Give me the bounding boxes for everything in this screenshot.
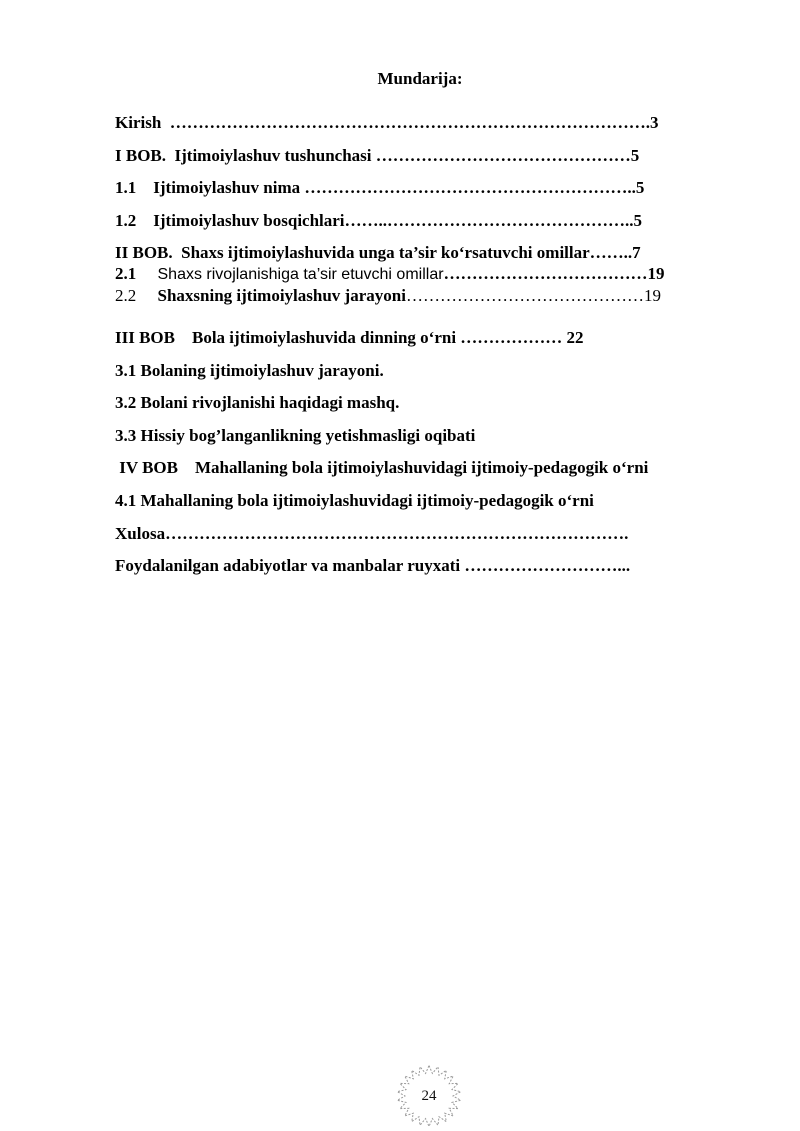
toc-title: Mundarija: — [377, 69, 463, 88]
toc-entry-xulosa: Xulosa………………………………………………………………………. — [115, 524, 629, 543]
toc-entry-1-1: 1.1 Ijtimoiylashuv nima …………………………………………………..5 — [115, 178, 645, 197]
toc-entry-3-3: 3.3 Hissiy bog’langanlikning yetishmasligi oqibati — [115, 426, 476, 445]
toc-entry-chapter-3: III BOB Bola ijtimoiylashuvida dinning o‘rni ……………… 22 — [115, 328, 584, 347]
toc-entry-3-2: 3.2 Bolani rivojlanishi haqidagi mashq. — [115, 393, 400, 412]
toc-entry-dots: ……………………………………19 — [405, 286, 661, 305]
toc-entry-adabiyotlar: Foydalanilgan adabiyotlar va manbalar ruyxati ………………………... — [115, 556, 631, 575]
toc-entry-4-1: 4.1 Mahallaning bola ijtimoiylashuvidagi ijtimoiy-pedagogik o‘rni — [115, 491, 594, 510]
toc-entry-chapter-4: IV BOB Mahallaning bola ijtimoiylashuvidagi ijtimoiy-pedagogik o‘rni — [115, 458, 649, 477]
toc-entry-2-1 — [115, 263, 665, 286]
toc-entry-1-2: 1.2 Ijtimoiylashuv bosqichlari……..……………………………………..5 — [115, 211, 643, 230]
toc-entry-2-2 — [115, 285, 661, 307]
toc-entry-kirish: Kirish ………………………………………………………………………….3 — [115, 113, 659, 132]
toc-entry-number: 2.2 — [115, 286, 137, 305]
toc-entry-chapter-1: I BOB. Ijtimoiylashuv tushunchasi ………………………………………5 — [115, 146, 640, 165]
toc-entry-label: Shaxs rivojlanishiga ta’sir etuvchi omillar — [157, 266, 444, 283]
toc-entry-dots: ………………………………19 — [443, 264, 665, 283]
page-number-badge — [393, 1063, 465, 1129]
toc-entry-number: 2.1 — [115, 264, 137, 283]
toc-entry-gap — [136, 286, 157, 305]
toc-entry-chapter-2: II BOB. Shaxs ijtimoiylashuvida unga ta’sir ko‘rsatuvchi omillar……..7 — [115, 243, 641, 262]
toc-entry-gap — [136, 264, 157, 283]
page-number: 24 — [421, 1088, 437, 1104]
toc-entry-3-1: 3.1 Bolaning ijtimoiylashuv jarayoni. — [115, 361, 384, 380]
toc-entry-label: Shaxsning ijtimoiylashuv jarayoni — [157, 286, 406, 305]
